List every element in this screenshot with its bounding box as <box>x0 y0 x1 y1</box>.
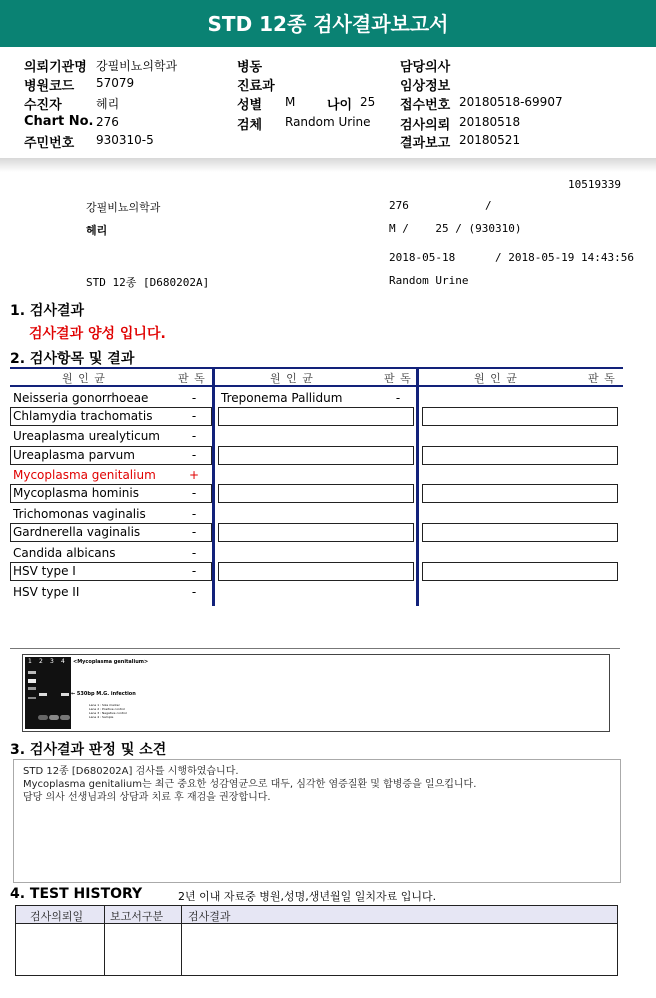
pathogen-result: - <box>191 525 197 539</box>
receipt-label: 접수번호 <box>400 98 451 113</box>
pathogen-name: Gardnerella vaginalis <box>13 525 141 539</box>
gel-band <box>28 679 36 683</box>
gel-band <box>39 693 47 696</box>
table-row <box>10 466 212 484</box>
section1-title: 1. 검사결과 <box>10 303 85 319</box>
opinion-box <box>13 759 621 883</box>
lane-label: 4 <box>61 658 65 665</box>
hospital-label: 의뢰기관명 <box>24 60 87 75</box>
body-dates: 2018-05-18 / 2018-05-19 14:43:56 <box>389 251 635 264</box>
body-chart: 276 <box>389 199 409 212</box>
pathogen-name: Candida albicans <box>13 546 116 560</box>
empty-cell <box>218 523 414 542</box>
pathogen-result: - <box>191 448 197 462</box>
table-row <box>10 523 212 542</box>
rrn-value: 930310-5 <box>96 133 154 147</box>
table-row <box>10 544 212 562</box>
pathogen-name: Mycoplasma hominis <box>13 486 139 500</box>
empty-cell <box>422 407 618 426</box>
body-test-name: STD 12종 [D680202A] <box>86 276 210 289</box>
pathogen-result: - <box>191 507 197 521</box>
history-col-type: 보고서구분 <box>110 910 164 923</box>
lane-label: 2 <box>39 658 43 665</box>
history-note: 2년 이내 자료중 병원,성명,생년월일 일치자료 입니다. <box>178 890 437 903</box>
code-value: 57079 <box>96 76 135 90</box>
gel-legend-item: Lane 4 : Sample <box>89 715 114 719</box>
section4-title: 4. TEST HISTORY <box>10 886 143 902</box>
table-row <box>10 389 212 407</box>
lane-label: 1 <box>28 658 32 665</box>
gel-band <box>60 715 70 720</box>
table-row <box>10 505 212 523</box>
body-sex-age: M / 25 / (930310) <box>389 222 522 235</box>
pathogen-name: HSV type II <box>13 585 80 599</box>
ward-label: 병동 <box>237 60 263 75</box>
pathogen-name: Chlamydia trachomatis <box>13 409 153 423</box>
gel-legend-item: Lane 1 : Size marker <box>89 703 120 707</box>
clinical-label: 임상정보 <box>400 79 451 94</box>
empty-cell <box>422 484 618 503</box>
table-row <box>10 562 212 581</box>
col1-judge-header: 판 독 <box>178 372 206 385</box>
pathogen-name: Ureaplasma urealyticum <box>13 429 160 443</box>
report-title: STD 12종 검사결과보고서 <box>0 0 656 47</box>
table-row <box>10 583 212 601</box>
gel-image-panel <box>22 654 610 732</box>
opinion-line: 담당 의사 선생님과의 상담과 치료 후 재검을 권장합니다. <box>23 792 271 803</box>
table-top-rule <box>10 367 623 369</box>
request-label: 검사의뢰 <box>400 118 451 133</box>
pathogen-result: - <box>191 546 197 560</box>
gel-title: <Mycoplasma genitalium> <box>73 659 149 665</box>
chart-value: 276 <box>96 115 119 129</box>
pathogen-result: - <box>191 391 197 405</box>
column-divider-1 <box>212 367 215 606</box>
table-row <box>218 389 414 407</box>
empty-cell <box>218 562 414 581</box>
gel-band <box>28 697 36 699</box>
header-divider <box>0 158 656 172</box>
positive-result: 검사결과 양성 입니다. <box>29 326 166 342</box>
sex-value: M <box>285 95 296 109</box>
patient-value: 헤리 <box>96 97 120 111</box>
col2-pathogen-header: 원 인 균 <box>270 372 314 385</box>
code-label: 병원코드 <box>24 79 75 94</box>
hospital-value: 강필비뇨의학과 <box>96 59 178 73</box>
specimen-value: Random Urine <box>285 115 371 129</box>
gel-electrophoresis-image <box>25 657 71 729</box>
pathogen-result: - <box>191 429 197 443</box>
column-divider-2 <box>416 367 419 606</box>
pathogen-result: - <box>191 564 197 578</box>
lane-label: 3 <box>50 658 54 665</box>
gel-band-label: ← 530bp M.G. infection <box>71 691 136 697</box>
empty-cell <box>218 484 414 503</box>
request-value: 20180518 <box>459 115 521 129</box>
gel-top-rule <box>10 648 620 649</box>
pathogen-name-positive: Mycoplasma genitalium <box>13 468 156 482</box>
history-table <box>15 905 618 976</box>
specimen-label: 검체 <box>237 118 263 133</box>
gel-band <box>49 715 59 720</box>
table-row <box>10 407 212 426</box>
rrn-label: 주민번호 <box>24 136 75 151</box>
receipt-value: 20180518-69907 <box>459 95 563 109</box>
patient-label: 수진자 <box>24 98 62 113</box>
col3-judge-header: 판 독 <box>588 372 616 385</box>
col3-pathogen-header: 원 인 균 <box>474 372 518 385</box>
empty-cell <box>218 407 414 426</box>
chart-label: Chart No. <box>24 114 94 129</box>
doctor-label: 담당의사 <box>400 60 451 75</box>
report-date-value: 20180521 <box>459 133 521 147</box>
gel-legend <box>89 703 127 719</box>
section3-title: 3. 검사결과 판정 및 소견 <box>10 742 167 758</box>
history-col-result: 검사결과 <box>188 910 231 923</box>
pathogen-result: - <box>191 486 197 500</box>
gel-band <box>61 693 69 696</box>
pathogen-result: - <box>191 585 197 599</box>
opinion-line: Mycoplasma genitalium는 최근 중요한 성감염균으로 대두, 심각한 염증질환 및 합병증을 일으킵니다. <box>23 779 477 790</box>
pathogen-name: Ureaplasma parvum <box>13 448 135 462</box>
col1-pathogen-header: 원 인 균 <box>62 372 106 385</box>
sex-label: 성별 <box>237 98 263 113</box>
history-col-divider <box>181 906 182 975</box>
body-patient: 헤리 <box>86 224 108 237</box>
opinion-line: STD 12종 [D680202A] 검사를 시행하였습니다. <box>23 766 239 777</box>
age-value: 25 <box>360 95 376 109</box>
body-slash: / <box>485 199 492 212</box>
gel-legend-item: Lane 3 : Negative control <box>89 711 127 715</box>
body-specimen: Random Urine <box>389 274 469 287</box>
gel-band <box>38 715 48 720</box>
empty-cell <box>422 523 618 542</box>
history-col-divider <box>104 906 105 975</box>
empty-cell <box>218 446 414 465</box>
report-id-number: 10519339 <box>568 178 621 191</box>
pathogen-name: Neisseria gonorrhoeae <box>13 391 149 405</box>
section2-title: 2. 검사항목 및 결과 <box>10 351 135 367</box>
dept-label: 진료과 <box>237 79 275 94</box>
report-date-label: 결과보고 <box>400 136 451 151</box>
pathogen-name: Trichomonas vaginalis <box>13 507 146 521</box>
gel-legend-item: Lane 2 : Positive control <box>89 707 125 711</box>
table-row <box>10 484 212 503</box>
pathogen-name: Treponema Pallidum <box>221 391 343 405</box>
age-label: 나이 <box>327 98 353 113</box>
pathogen-result: - <box>395 391 401 405</box>
body-hospital: 강필비뇨의학과 <box>86 201 161 214</box>
gel-band <box>28 687 36 690</box>
table-row <box>10 446 212 465</box>
history-header-row <box>16 906 617 924</box>
pathogen-result: - <box>191 409 197 423</box>
pathogen-name: HSV type I <box>13 564 76 578</box>
col2-judge-header: 판 독 <box>384 372 412 385</box>
pathogen-result-positive: + <box>188 468 200 482</box>
table-row <box>10 427 212 445</box>
empty-cell <box>422 562 618 581</box>
history-col-date: 검사의뢰일 <box>30 910 84 923</box>
gel-band <box>28 671 36 674</box>
empty-cell <box>422 446 618 465</box>
